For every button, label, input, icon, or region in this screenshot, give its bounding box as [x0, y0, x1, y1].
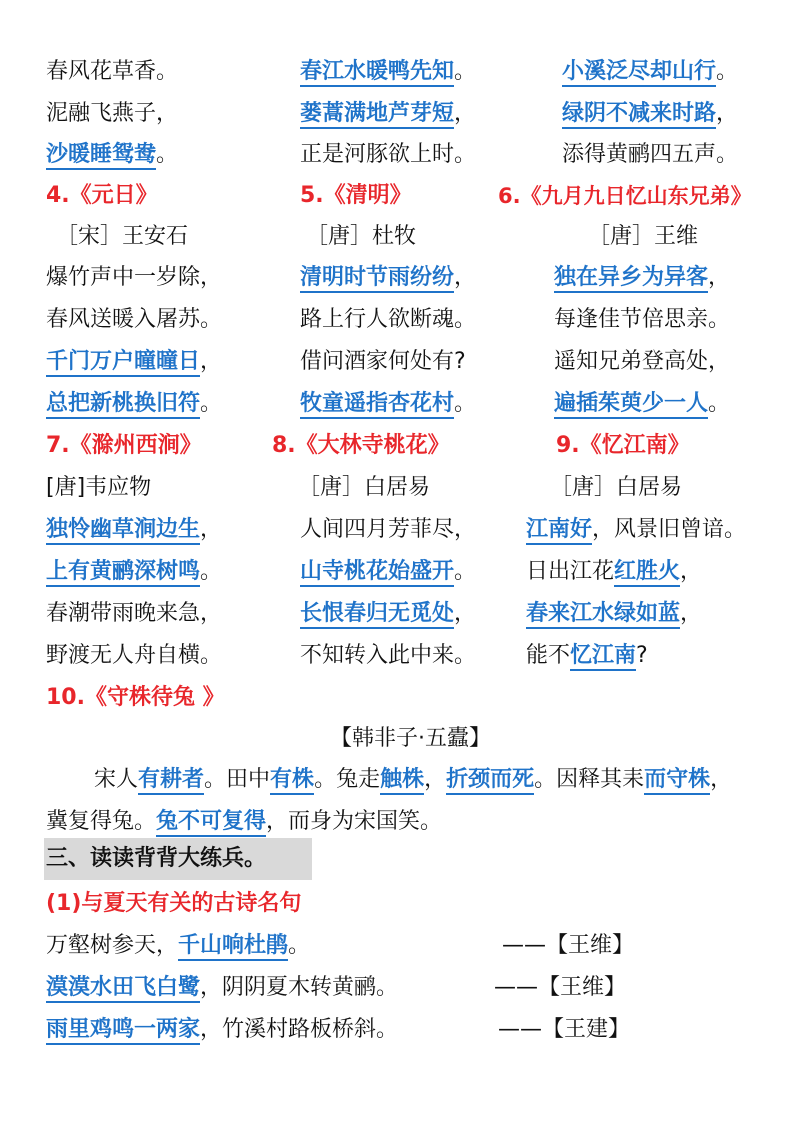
line-text: 日出江花 [526, 559, 615, 584]
line-text: 万壑树参天， [46, 933, 179, 958]
story-line [46, 808, 442, 836]
answer-text: 沙暖睡鸳鸯 [46, 142, 156, 170]
line-text: 。 [288, 933, 311, 958]
poem-author: ［唐］王维 [588, 224, 699, 249]
poem-title: 5.《清明》 [300, 183, 412, 208]
answer-text: 绿阴不减来时路 [562, 101, 716, 129]
poem-line [554, 264, 730, 292]
line-text: ， [454, 101, 477, 126]
line-text: 。 [454, 59, 477, 84]
line-text: ， [200, 517, 223, 542]
line-text: 冀复得兔。 [46, 809, 157, 834]
poem-line [46, 264, 222, 292]
poem-line [526, 600, 702, 628]
answer-text: 有株 [270, 767, 314, 795]
line-text: 。 [454, 391, 477, 416]
answer-text: 折颈而死 [446, 767, 534, 795]
line-text: 路上行人欲断魂。 [300, 307, 477, 332]
line-text: ， [200, 349, 223, 374]
line-text: ? [636, 643, 648, 668]
answer-text: 兔不可复得 [156, 809, 266, 837]
answer-text: 清明时节雨纷纷 [300, 265, 454, 293]
answer-text: 总把新桃换旧符 [46, 391, 200, 419]
answer-text: 而守株 [644, 767, 710, 795]
answer-text: 小溪泛尽却山行 [562, 59, 716, 87]
answer-text: 牧童遥指杏花村 [300, 391, 454, 419]
answer-text: 上有黄鹂深树鸣 [46, 559, 200, 587]
poem-line [46, 516, 222, 544]
line-text: 宋人 [94, 767, 139, 792]
line-text: 。田中 [204, 767, 271, 792]
line-text: ，风景旧曾谙。 [592, 517, 747, 542]
answer-text: 春江水暖鸭先知 [300, 59, 454, 87]
poem-title: 8.《大林寺桃花》 [272, 433, 450, 458]
poem-line [46, 58, 178, 86]
poem-line [300, 600, 476, 628]
poem-line [300, 306, 476, 334]
answer-text: 山寺桃花始盛开 [300, 559, 454, 587]
line-text: 遥知兄弟登高处， [554, 349, 731, 374]
story-title: 10.《守株待兔 》 [46, 685, 225, 710]
poem-line [554, 348, 730, 376]
line-text: 。兔走 [314, 767, 381, 792]
poem-author: ［唐］白居易 [550, 475, 683, 500]
answer-text: 雨里鸡鸣一两家 [46, 1017, 200, 1045]
answer-text: 独在异乡为异客 [554, 265, 708, 293]
quote-author: ——【王建】 [498, 1017, 631, 1042]
poem-line [554, 306, 730, 334]
poem-line [46, 141, 178, 169]
line-text: 春风花草香。 [46, 59, 179, 84]
poem-author: ［唐］杜牧 [306, 224, 417, 249]
poem-line [300, 100, 476, 128]
answer-text: 春来江水绿如蓝 [526, 601, 680, 629]
poem-line [300, 642, 476, 670]
quote-line [46, 932, 310, 960]
poem-line [300, 348, 466, 376]
answer-text: 独怜幽草涧边生 [46, 517, 200, 545]
line-text: 。 [200, 559, 223, 584]
poem-line [46, 390, 222, 418]
line-text: 每逢佳节倍思亲。 [554, 307, 731, 332]
line-text: 泥融飞燕子， [46, 101, 179, 126]
line-text: ， [710, 767, 733, 792]
poem-line [300, 58, 476, 86]
line-text: 。 [200, 391, 223, 416]
quote-author: ——【王维】 [494, 975, 627, 1000]
poem-title: 6.《九月九日忆山东兄弟》 [498, 184, 752, 208]
poem-line [300, 516, 476, 544]
line-text: ， [716, 101, 739, 126]
line-text: ， [680, 601, 703, 626]
quote-author: ——【王维】 [502, 933, 635, 958]
line-text: ， [454, 601, 477, 626]
line-text: 春潮带雨晚来急， [46, 601, 223, 626]
poem-author: ［唐］白居易 [298, 475, 431, 500]
poem-line [300, 558, 476, 586]
poem-title: 7.《滁州西涧》 [46, 433, 202, 458]
line-text: ， [424, 767, 447, 792]
poem-author: ［宋］王安石 [56, 224, 189, 249]
poem-title: 4.《元日》 [46, 183, 158, 208]
answer-text: 触株 [380, 767, 424, 795]
poem-line [526, 558, 702, 586]
poem-line [526, 516, 746, 544]
poem-line [562, 58, 738, 86]
line-text: 爆竹声中一岁除， [46, 265, 223, 290]
line-text: 正是河豚欲上时。 [300, 142, 477, 167]
line-text: ，阴阴夏木转黄鹂。 [200, 975, 399, 1000]
answer-text: 红胜火 [614, 559, 680, 587]
answer-text: 有耕者 [138, 767, 204, 795]
line-text: 野渡无人舟自横。 [46, 643, 223, 668]
poem-line [300, 141, 476, 169]
poem-line [46, 558, 222, 586]
answer-text: 千山响杜鹃 [178, 933, 288, 961]
line-text: 。因释其耒 [534, 767, 645, 792]
poem-line [554, 390, 730, 418]
line-text: 。 [156, 142, 179, 167]
poem-line [300, 390, 476, 418]
answer-text: 蒌蒿满地芦芽短 [300, 101, 454, 129]
line-text: 。 [708, 391, 731, 416]
section-heading: 三、读读背背大练兵。 [46, 846, 267, 871]
poem-line [562, 141, 738, 169]
line-text: ， [680, 559, 703, 584]
poem-line [300, 264, 476, 292]
poem-line [46, 100, 178, 128]
section-subheading: (1)与夏天有关的古诗名句 [46, 891, 302, 916]
answer-text: 忆江南 [570, 643, 636, 671]
line-text: ，而身为宋国笑。 [266, 809, 443, 834]
answer-text: 长恨春归无觅处 [300, 601, 454, 629]
answer-text: 千门万户曈曈日 [46, 349, 200, 377]
poem-line [46, 642, 222, 670]
line-text: ， [454, 265, 477, 290]
answer-text: 漠漠水田飞白鹭 [46, 975, 200, 1003]
line-text: 不知转入此中来。 [300, 643, 477, 668]
line-text: 。 [716, 59, 739, 84]
answer-text: 遍插茱萸少一人 [554, 391, 708, 419]
line-text: 。 [454, 559, 477, 584]
line-text: ，竹溪村路板桥斜。 [200, 1017, 399, 1042]
line-text: 春风送暖入屠苏。 [46, 307, 223, 332]
line-text: 添得黄鹂四五声。 [562, 142, 739, 167]
line-text: 借问酒家何处有? [300, 349, 466, 374]
line-text: 人间四月芳菲尽， [300, 517, 477, 542]
story-line [94, 766, 732, 794]
story-source: 【韩非子·五蠹】 [330, 726, 491, 751]
quote-line [46, 974, 398, 1002]
quote-line [46, 1016, 398, 1044]
poem-line [526, 642, 648, 670]
poem-line [46, 348, 222, 376]
answer-text: 江南好 [526, 517, 592, 545]
line-text: ， [708, 265, 731, 290]
poem-line [562, 100, 738, 128]
poem-author: [唐]韦应物 [46, 475, 152, 500]
line-text: 能不 [526, 643, 571, 668]
poem-title: 9.《忆江南》 [556, 433, 690, 458]
poem-line [46, 600, 222, 628]
poem-line [46, 306, 222, 334]
